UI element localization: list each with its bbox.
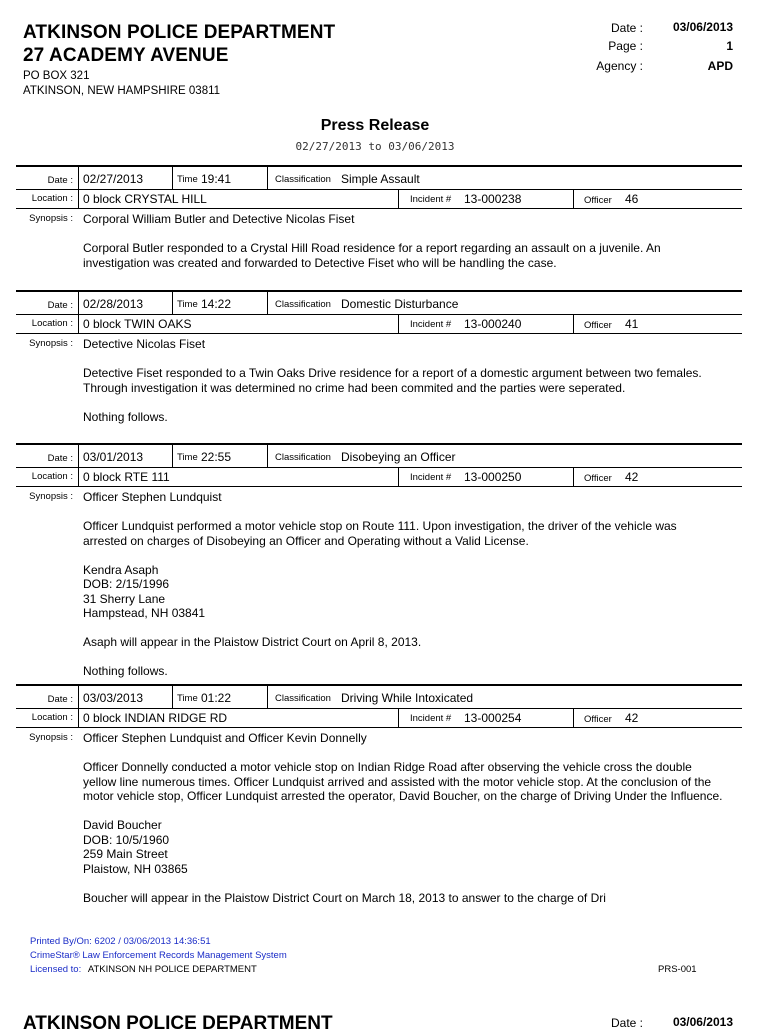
next-page-date-label: Date : bbox=[610, 1016, 643, 1030]
entry-location: 0 block CRYSTAL HILL bbox=[83, 192, 207, 206]
incident-label: Incident # bbox=[410, 194, 452, 205]
time-label: Time bbox=[177, 174, 198, 185]
narrative-paragraph: David Boucher DOB: 10/5/1960 259 Main Street Plaistow, NH 03865 bbox=[83, 818, 188, 876]
entry-col-divider bbox=[267, 167, 268, 189]
entry-col-divider bbox=[267, 445, 268, 467]
entry-officer: 42 bbox=[625, 711, 639, 725]
entry-col-divider bbox=[573, 467, 574, 486]
entry-col-divider bbox=[172, 445, 173, 467]
records-system: CrimeStar® Law Enforcement Records Management System bbox=[30, 950, 287, 961]
time-label: Time bbox=[177, 452, 198, 463]
entry-col-divider bbox=[78, 292, 79, 333]
entry-col-divider bbox=[398, 314, 399, 333]
page-label: Page : bbox=[608, 39, 643, 53]
entry-mid-rule bbox=[16, 189, 742, 190]
entry-col-divider bbox=[398, 708, 399, 727]
printed-by: Printed By/On: 6202 / 03/06/2013 14:36:51 bbox=[30, 936, 211, 947]
date-label: Date : bbox=[47, 694, 73, 705]
date-label: Date : bbox=[47, 453, 73, 464]
entry-bottom-rule bbox=[16, 486, 742, 487]
entry-date: 02/27/2013 bbox=[83, 172, 144, 186]
entry-narrative bbox=[83, 760, 723, 905]
entry-col-divider bbox=[78, 445, 79, 486]
entry-top-rule bbox=[16, 290, 742, 292]
synopsis-label: Synopsis : bbox=[29, 491, 73, 502]
entry-col-divider bbox=[573, 708, 574, 727]
location-label: Location : bbox=[31, 318, 73, 329]
entry-col-divider bbox=[398, 189, 399, 208]
entry-col-divider bbox=[267, 686, 268, 708]
entry-col-divider bbox=[267, 292, 268, 314]
entry-time: 01:22 bbox=[201, 691, 232, 705]
entry-date: 02/28/2013 bbox=[83, 297, 144, 311]
entry-officer: 41 bbox=[625, 317, 639, 331]
entry-col-divider bbox=[78, 167, 79, 208]
entry-date: 03/01/2013 bbox=[83, 450, 144, 464]
page-value: 1 bbox=[726, 39, 733, 53]
entry-bottom-rule bbox=[16, 208, 742, 209]
agency-value: APD bbox=[707, 59, 733, 73]
date-value: 03/06/2013 bbox=[672, 20, 733, 34]
entry-incident: 13-000240 bbox=[464, 317, 522, 331]
narrative-paragraph: Kendra Asaph DOB: 2/15/1996 31 Sherry Lane Hampstead, NH 03841 bbox=[83, 562, 206, 620]
licensed-label: Licensed to: bbox=[30, 964, 82, 975]
entry-col-divider bbox=[573, 189, 574, 208]
entry-synopsis: Corporal William Butler and Detective Nicolas Fiset bbox=[83, 212, 355, 226]
entry-location: 0 block RTE 111 bbox=[83, 470, 170, 484]
entry-top-rule bbox=[16, 443, 742, 445]
entry-col-divider bbox=[573, 314, 574, 333]
entry-synopsis: Officer Stephen Lundquist and Officer Kevin Donnelly bbox=[83, 731, 367, 745]
entry-mid-rule bbox=[16, 708, 742, 709]
officer-label: Officer bbox=[584, 714, 612, 725]
entry-top-rule bbox=[16, 165, 742, 167]
entry-mid-rule bbox=[16, 467, 742, 468]
entry-incident: 13-000238 bbox=[464, 192, 522, 206]
city-line: ATKINSON, NEW HAMPSHIRE 03811 bbox=[23, 85, 221, 97]
incident-label: Incident # bbox=[410, 472, 452, 483]
officer-label: Officer bbox=[584, 320, 612, 331]
entry-narrative bbox=[83, 519, 723, 679]
narrative-paragraph: Officer Donnelly conducted a motor vehicle stop on Indian Ridge Road after observing the vehicle cross the double yellow line numerous times. Officer Lundquist arrived and assisted with the motor vehicle stop. At the conclusion of the motor vehicle stop, Officer Lundquist arrested the operator, David Boucher, on the charge of Driving Under the Influence. bbox=[83, 760, 723, 803]
narrative-paragraph: Nothing follows. bbox=[83, 664, 168, 678]
officer-label: Officer bbox=[584, 195, 612, 206]
entry-narrative bbox=[83, 241, 723, 270]
form-id: PRS-001 bbox=[658, 964, 697, 975]
report-date-range: 02/27/2013 to 03/06/2013 bbox=[295, 140, 455, 153]
entry-classification: Disobeying an Officer bbox=[341, 450, 456, 464]
location-label: Location : bbox=[31, 193, 73, 204]
date-label: Date : bbox=[610, 21, 643, 35]
entry-time: 14:22 bbox=[201, 297, 232, 311]
agency-label: Agency : bbox=[596, 59, 643, 73]
entry-col-divider bbox=[398, 467, 399, 486]
classification-label: Classification bbox=[275, 452, 331, 463]
classification-label: Classification bbox=[275, 174, 331, 185]
entry-time: 19:41 bbox=[201, 172, 232, 186]
location-label: Location : bbox=[31, 712, 73, 723]
narrative-paragraph: Corporal Butler responded to a Crystal Hill Road residence for a report regarding an assault on a juvenile. An investigation was created and forwarded to Detective Fiset who will be handling the case. bbox=[83, 241, 661, 270]
department-address bbox=[23, 69, 220, 99]
synopsis-label: Synopsis : bbox=[29, 338, 73, 349]
entry-time: 22:55 bbox=[201, 450, 232, 464]
entry-incident: 13-000250 bbox=[464, 470, 522, 484]
entry-location: 0 block INDIAN RIDGE RD bbox=[83, 711, 228, 725]
next-page-date-value: 03/06/2013 bbox=[672, 1015, 733, 1029]
licensed-to bbox=[30, 963, 257, 976]
narrative-paragraph: Asaph will appear in the Plaistow District Court on April 8, 2013. bbox=[83, 635, 422, 649]
narrative-paragraph: Nothing follows. bbox=[83, 409, 168, 424]
licensed-value: ATKINSON NH POLICE DEPARTMENT bbox=[87, 964, 257, 975]
department-header bbox=[23, 21, 335, 67]
time-label: Time bbox=[177, 693, 198, 704]
entry-col-divider bbox=[78, 686, 79, 727]
report-title: Press Release bbox=[320, 117, 430, 134]
time-label: Time bbox=[177, 299, 198, 310]
entry-classification: Simple Assault bbox=[341, 172, 420, 186]
synopsis-label: Synopsis : bbox=[29, 213, 73, 224]
synopsis-label: Synopsis : bbox=[29, 732, 73, 743]
incident-label: Incident # bbox=[410, 713, 452, 724]
entry-col-divider bbox=[172, 167, 173, 189]
entry-date: 03/03/2013 bbox=[83, 691, 144, 705]
date-label: Date : bbox=[47, 300, 73, 311]
entry-col-divider bbox=[172, 292, 173, 314]
location-label: Location : bbox=[31, 471, 73, 482]
narrative-paragraph: Detective Fiset responded to a Twin Oaks Drive residence for a report of a domestic argument between two females. Through investigation it was determined no crime had been commited and the parties were seperated. bbox=[83, 366, 702, 395]
next-page-department-name: ATKINSON POLICE DEPARTMENT bbox=[23, 1013, 333, 1034]
department-street: 27 ACADEMY AVENUE bbox=[23, 45, 229, 66]
incident-label: Incident # bbox=[410, 319, 452, 330]
classification-label: Classification bbox=[275, 299, 331, 310]
po-box: PO BOX 321 bbox=[23, 70, 90, 82]
entry-top-rule bbox=[16, 684, 742, 686]
entry-location: 0 block TWIN OAKS bbox=[83, 317, 192, 331]
entry-classification: Driving While Intoxicated bbox=[341, 691, 474, 705]
narrative-paragraph: Officer Lundquist performed a motor vehicle stop on Route 111. Upon investigation, the driver of the vehicle was arrested on charges of Disobeying an Officer and Operating without a Valid License. bbox=[83, 519, 677, 548]
entry-narrative bbox=[83, 366, 723, 424]
entry-classification: Domestic Disturbance bbox=[341, 297, 459, 311]
entry-synopsis: Detective Nicolas Fiset bbox=[83, 337, 206, 351]
entry-incident: 13-000254 bbox=[464, 711, 522, 725]
entry-officer: 46 bbox=[625, 192, 639, 206]
entry-bottom-rule bbox=[16, 333, 742, 334]
entry-bottom-rule bbox=[16, 727, 742, 728]
classification-label: Classification bbox=[275, 693, 331, 704]
officer-label: Officer bbox=[584, 473, 612, 484]
narrative-paragraph: Boucher will appear in the Plaistow District Court on March 18, 2013 to answer to the charge of Dri bbox=[83, 890, 606, 905]
department-name: ATKINSON POLICE DEPARTMENT bbox=[23, 22, 336, 43]
entry-synopsis: Officer Stephen Lundquist bbox=[83, 490, 222, 504]
entry-officer: 42 bbox=[625, 470, 639, 484]
date-label: Date : bbox=[47, 175, 73, 186]
entry-mid-rule bbox=[16, 314, 742, 315]
entry-col-divider bbox=[172, 686, 173, 708]
